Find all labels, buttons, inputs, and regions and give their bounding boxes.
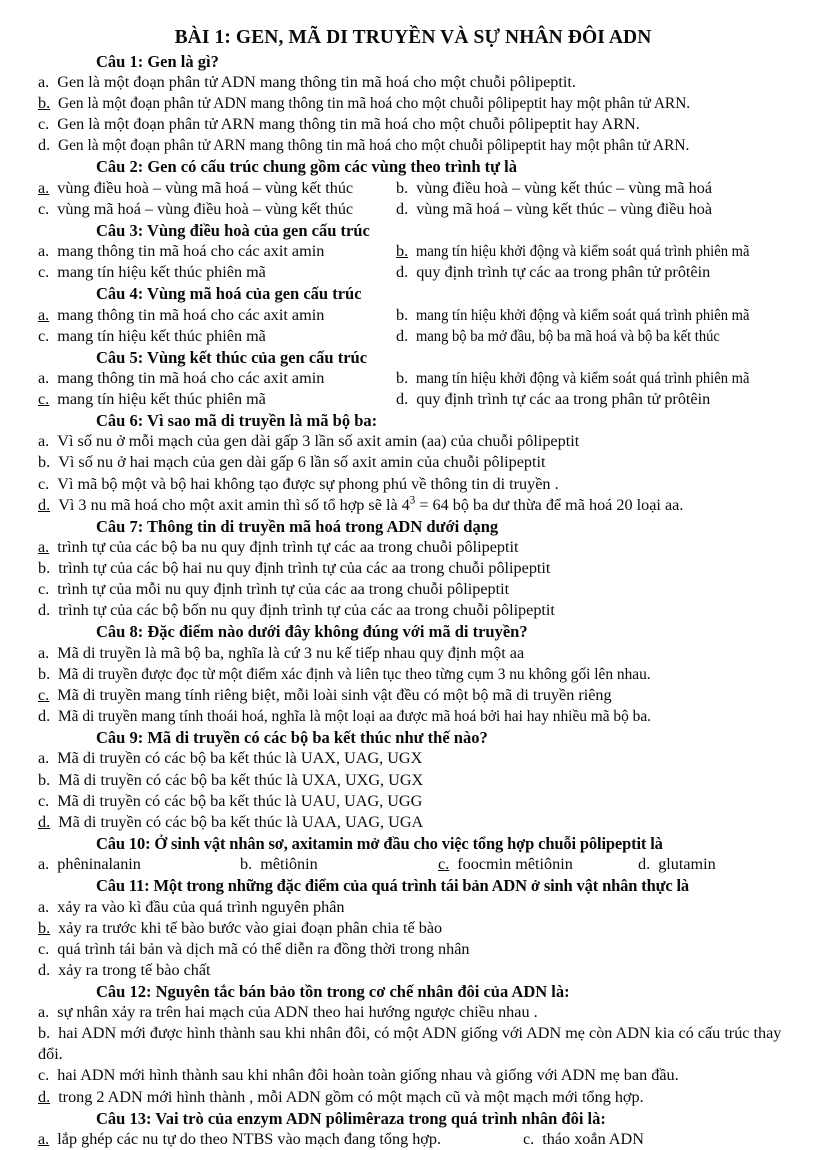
option-row-cau-13 (18, 1129, 800, 1150)
option-cau-5-d (396, 389, 710, 410)
option-row-cau-4-cd (18, 326, 800, 347)
option-text: Mã di truyền có các bộ ba kết thúc là UAU, UAG, UGG (57, 791, 423, 810)
option-label: d. (396, 389, 409, 408)
option-cau-9-d (18, 812, 800, 833)
question-heading-cau-5: Câu 5: Vùng kết thúc của gen cấu trúc (96, 347, 368, 367)
option-label: c. (38, 939, 50, 958)
option-cau-6-c (18, 474, 800, 495)
option-cau-9-b (18, 770, 800, 791)
option-cau-5-b (396, 368, 787, 389)
option-text: vùng điều hoà – vùng kết thúc – vùng mã hoá (416, 178, 713, 197)
option-label: b. (38, 664, 51, 683)
option-cau-11-c (18, 939, 800, 960)
option-text: mang tín hiệu khởi động và kiểm soát quá trình phiên mã (416, 305, 750, 324)
option-cau-12-a (18, 1002, 800, 1023)
option-label: c. (38, 263, 50, 282)
option-label: a. (38, 368, 50, 387)
option-label-key: c. (438, 855, 450, 874)
option-label-key: b. (396, 242, 409, 261)
option-cau-7-a (18, 537, 800, 558)
option-label: c. (38, 1066, 50, 1085)
question-heading-cau-1: Câu 1: Gen là gì? (96, 51, 219, 71)
option-row-cau-4-ab (18, 305, 800, 326)
option-text: sự nhân xảy ra trên hai mạch của ADN theo hai hướng ngược chiều nhau . (57, 1003, 538, 1022)
option-cau-11-d (18, 960, 800, 981)
option-label-key: a. (38, 178, 50, 197)
option-label: d. (396, 263, 409, 282)
option-label: b. (38, 453, 51, 472)
option-text: mang tín hiệu kết thúc phiên mã (57, 389, 266, 408)
question-heading-cau-4: Câu 4: Vùng mã hoá của gen cấu trúc (96, 284, 362, 304)
option-cau-13-c (523, 1129, 644, 1150)
option-cau-9-a (18, 748, 800, 769)
option-label-key: d. (38, 812, 51, 831)
option-label: d. (638, 855, 651, 874)
option-cau-7-c (18, 579, 800, 600)
option-cau-3-a (38, 241, 324, 262)
option-label: c. (38, 791, 50, 810)
option-text: Vì số nu ở hai mạch của gen dài gấp 6 lần số axit amin của chuỗi pôlipeptit (58, 453, 546, 472)
superscript-exponent: 3 (409, 494, 416, 507)
option-text: Mã di truyền có các bộ ba kết thúc là UAX, UAG, UGX (57, 749, 423, 768)
option-label: a. (38, 242, 50, 261)
option-label: d. (38, 601, 51, 620)
option-cau-12-d (18, 1087, 800, 1108)
option-text: Vì mã bộ một và bộ hai không tạo được sự phong phú về thông tin di truyền . (57, 474, 559, 493)
option-label: b. (396, 368, 409, 387)
option-row-cau-3-ab (18, 241, 800, 262)
option-label: b. (38, 1024, 51, 1043)
option-text: Gen là một đoạn phân tử ARN mang thông tin mã hoá cho một chuỗi pôlipeptit hay một phân tử ARN. (58, 136, 690, 155)
option-cau-2-a (38, 178, 353, 199)
option-label: d. (38, 706, 51, 725)
option-label: c. (38, 580, 50, 599)
option-label: a. (38, 897, 50, 916)
option-cau-8-b (18, 664, 800, 685)
option-cau-4-b (396, 305, 787, 326)
option-label: b. (240, 855, 253, 874)
option-text: vùng mã hoá – vùng kết thúc – vùng điều hoà (416, 199, 713, 218)
option-label-key: a. (38, 305, 50, 324)
option-text: mang thông tin mã hoá cho các axit amin (57, 242, 325, 261)
option-cau-8-a (18, 643, 800, 664)
option-label: c. (38, 326, 50, 345)
option-text: foocmin mêtiônin (457, 855, 573, 874)
option-cau-1-c (18, 114, 800, 135)
option-label: d. (38, 136, 51, 155)
option-label: a. (38, 432, 50, 451)
option-text: mang tín hiệu khởi động và kiểm soát quá trình phiên mã (416, 368, 750, 387)
option-text: hai ADN mới hình thành sau khi nhân đôi hoàn toàn giống nhau và giống với ADN mẹ ban đầu. (57, 1066, 679, 1085)
option-text: lắp ghép các nu tự do theo NTBS vào mạch đang tổng hợp. (57, 1130, 441, 1148)
option-cau-3-b (396, 241, 787, 262)
option-cau-10-b (240, 854, 318, 875)
option-cau-10-c (438, 854, 573, 875)
option-row-cau-10 (18, 854, 800, 875)
option-text: glutamin (658, 855, 716, 874)
option-text: phêninalanin (57, 855, 141, 874)
option-text: hai ADN mới được hình thành sau khi nhân đôi, có một ADN giống với ADN mẹ còn ADN kia có cấu trúc thay đổi. (38, 1024, 782, 1064)
option-cau-8-d (18, 706, 800, 727)
option-row-cau-3-cd (18, 262, 800, 283)
option-text: Gen là một đoạn phân tử ADN mang thông tin mã hoá cho một chuỗi pôlipeptit. (57, 72, 576, 91)
option-cau-3-d (396, 262, 710, 283)
option-cau-10-a (38, 854, 141, 875)
option-cau-12-c (18, 1065, 800, 1086)
option-cau-6-d (18, 495, 800, 516)
question-heading-cau-10: Câu 10: Ở sinh vật nhân sơ, axitamin mở đầu cho việc tổng hợp chuỗi pôlipeptit là (96, 833, 663, 853)
option-row-cau-2-ab (18, 178, 800, 199)
option-cau-4-d (396, 326, 754, 347)
option-text: vùng mã hoá – vùng điều hoà – vùng kết thúc (57, 199, 354, 218)
question-heading-cau-2: Câu 2: Gen có cấu trúc chung gồm các vùng theo trình tự là (96, 157, 518, 177)
option-label-key: d. (38, 495, 51, 514)
option-label: a. (38, 749, 50, 768)
option-cau-1-d (18, 135, 800, 156)
option-row-cau-5-cd (18, 389, 800, 410)
option-text: xảy ra vào kì đầu của quá trình nguyên phân (57, 897, 345, 916)
option-text: vùng điều hoà – vùng mã hoá – vùng kết thúc (57, 178, 354, 197)
option-text: quá trình tái bản và dịch mã có thể diễn ra đồng thời trong nhân (57, 939, 470, 958)
option-text: trình tự của mỗi nu quy định trình tự của các aa trong chuỗi pôlipeptit (57, 580, 510, 599)
option-cau-9-c (18, 791, 800, 812)
option-cau-7-d (18, 600, 800, 621)
option-cau-5-c (38, 389, 266, 410)
option-cau-2-d (396, 199, 712, 220)
option-label-key: d. (38, 1087, 51, 1106)
option-cau-1-b (18, 93, 800, 114)
question-heading-cau-12: Câu 12: Nguyên tắc bán bảo tồn trong cơ chế nhân đôi của ADN là: (96, 981, 570, 1001)
option-label-key: a. (38, 1130, 50, 1148)
option-text: Mã di truyền mang tính thoái hoá, nghĩa là một loại aa được mã hoá bởi hai hay nhiều mã bộ ba. (58, 706, 652, 725)
option-cau-12-b (18, 1023, 800, 1065)
option-text: xảy ra trước khi tế bào bước vào giai đoạn phân chia tế bào (58, 918, 443, 937)
question-heading-cau-3: Câu 3: Vùng điều hoà của gen cấu trúc (96, 220, 370, 240)
option-text: mang thông tin mã hoá cho các axit amin (57, 305, 325, 324)
option-label: d. (38, 960, 51, 979)
option-label: a. (38, 643, 50, 662)
option-text: trong 2 ADN mới hình thành , mỗi ADN gồm có một mạch cũ và một mạch mới tổng hợp. (58, 1087, 644, 1106)
option-label: c. (38, 115, 50, 134)
option-cau-2-b (396, 178, 712, 199)
option-text: mang bộ ba mở đầu, bộ ba mã hoá và bộ ba kết thúc (416, 326, 721, 345)
option-text: mang tín hiệu kết thúc phiên mã (57, 326, 266, 345)
option-cau-8-c (18, 685, 800, 706)
option-label: b. (38, 770, 51, 789)
option-text: Mã di truyền có các bộ ba kết thúc là UAA, UAG, UGA (58, 812, 424, 831)
option-cau-13-a (38, 1129, 441, 1150)
option-text: Mã di truyền có các bộ ba kết thúc là UXA, UXG, UGX (58, 770, 424, 789)
question-heading-cau-6: Câu 6: Vì sao mã di truyền là mã bộ ba: (96, 410, 378, 430)
option-cau-5-a (38, 368, 324, 389)
option-text: tháo xoắn ADN (542, 1130, 644, 1148)
option-text: trình tự của các bộ bốn nu quy định trình tự của các aa trong chuỗi pôlipeptit (58, 601, 555, 620)
option-label-key: b. (38, 918, 51, 937)
option-cau-7-b (18, 558, 800, 579)
option-label: d. (396, 326, 409, 345)
option-label: c. (523, 1130, 535, 1148)
option-cau-11-a (18, 897, 800, 918)
option-text: mêtiônin (260, 855, 318, 874)
option-label-key: c. (38, 685, 50, 704)
option-text: Mã di truyền mang tính riêng biệt, mỗi loài sinh vật đều có một bộ mã di truyền riêng (57, 685, 612, 704)
option-text: Mã di truyền được đọc từ một điểm xác định và liên tục theo từng cụm 3 nu không gối lên nhau. (58, 664, 651, 683)
question-heading-cau-7: Câu 7: Thông tin di truyền mã hoá trong ADN dưới dạng (96, 516, 499, 536)
option-cau-11-b (18, 918, 800, 939)
question-heading-cau-11: Câu 11: Một trong những đặc điểm của quá trình tái bản ADN ở sinh vật nhân thực là (96, 876, 690, 896)
option-label: a. (38, 72, 50, 91)
option-label: a. (38, 1003, 50, 1022)
option-label: b. (396, 305, 409, 324)
option-text: Gen là một đoạn phân tử ARN mang thông tin mã hoá cho một chuỗi pôlipeptit hay ARN. (57, 115, 640, 134)
option-cau-10-d (638, 854, 716, 875)
option-row-cau-5-ab (18, 368, 800, 389)
option-label: c. (38, 199, 50, 218)
option-text: Vì số nu ở mỗi mạch của gen dài gấp 3 lần số axit amin (aa) của chuỗi pôlipeptit (57, 432, 580, 451)
option-label-key: a. (38, 538, 50, 557)
option-text: xảy ra trong tế bào chất (58, 960, 211, 979)
option-text: trình tự của các bộ hai nu quy định trình tự của các aa trong chuỗi pôlipeptit (58, 559, 551, 578)
option-label: d. (396, 199, 409, 218)
option-text: quy định trình tự các aa trong phân tử prôtêin (416, 263, 711, 282)
option-cau-2-c (38, 199, 353, 220)
option-text: mang tín hiệu kết thúc phiên mã (57, 263, 266, 282)
option-text: quy định trình tự các aa trong phân tử prôtêin (416, 389, 711, 408)
option-label-key: c. (38, 389, 50, 408)
option-row-cau-2-cd (18, 199, 800, 220)
option-cau-4-a (38, 305, 324, 326)
option-text: mang thông tin mã hoá cho các axit amin (57, 368, 325, 387)
option-label: a. (38, 855, 50, 874)
option-label: c. (38, 474, 50, 493)
option-text-after: = 64 bộ ba dư thừa để mã hoá 20 loại aa. (415, 495, 684, 514)
option-label: b. (396, 178, 409, 197)
option-text-before: Vì 3 nu mã hoá cho một axit amin thì số tổ hợp sẽ là 4 (58, 495, 410, 514)
option-label-key: b. (38, 94, 51, 112)
question-heading-cau-8: Câu 8: Đặc điểm nào dưới đây không đúng với mã di truyền? (96, 622, 528, 642)
option-cau-6-b (18, 452, 800, 473)
option-text: Mã di truyền là mã bộ ba, nghĩa là cứ 3 nu kế tiếp nhau quy định một aa (57, 643, 525, 662)
option-cau-3-c (38, 262, 266, 283)
option-text: trình tự của các bộ ba nu quy định trình tự các aa trong chuỗi pôlipeptit (57, 538, 519, 557)
option-cau-6-a (18, 431, 800, 452)
option-cau-4-c (38, 326, 266, 347)
option-text: Gen là một đoạn phân tử ADN mang thông tin mã hoá cho một chuỗi pôlipeptit hay một phân tử ARN. (58, 94, 691, 112)
question-heading-cau-13: Câu 13: Vai trò của enzym ADN pôlimêraza trong quá trình nhân đôi là: (96, 1108, 606, 1128)
option-cau-1-a (18, 72, 800, 93)
option-text: mang tín hiệu khởi động và kiểm soát quá trình phiên mã (416, 242, 750, 261)
option-label: b. (38, 559, 51, 578)
question-heading-cau-9: Câu 9: Mã di truyền có các bộ ba kết thúc như thế nào? (96, 728, 488, 747)
page-title: BÀI 1: GEN, MÃ DI TRUYỀN VÀ SỰ NHÂN ĐÔI ADN (174, 27, 652, 48)
